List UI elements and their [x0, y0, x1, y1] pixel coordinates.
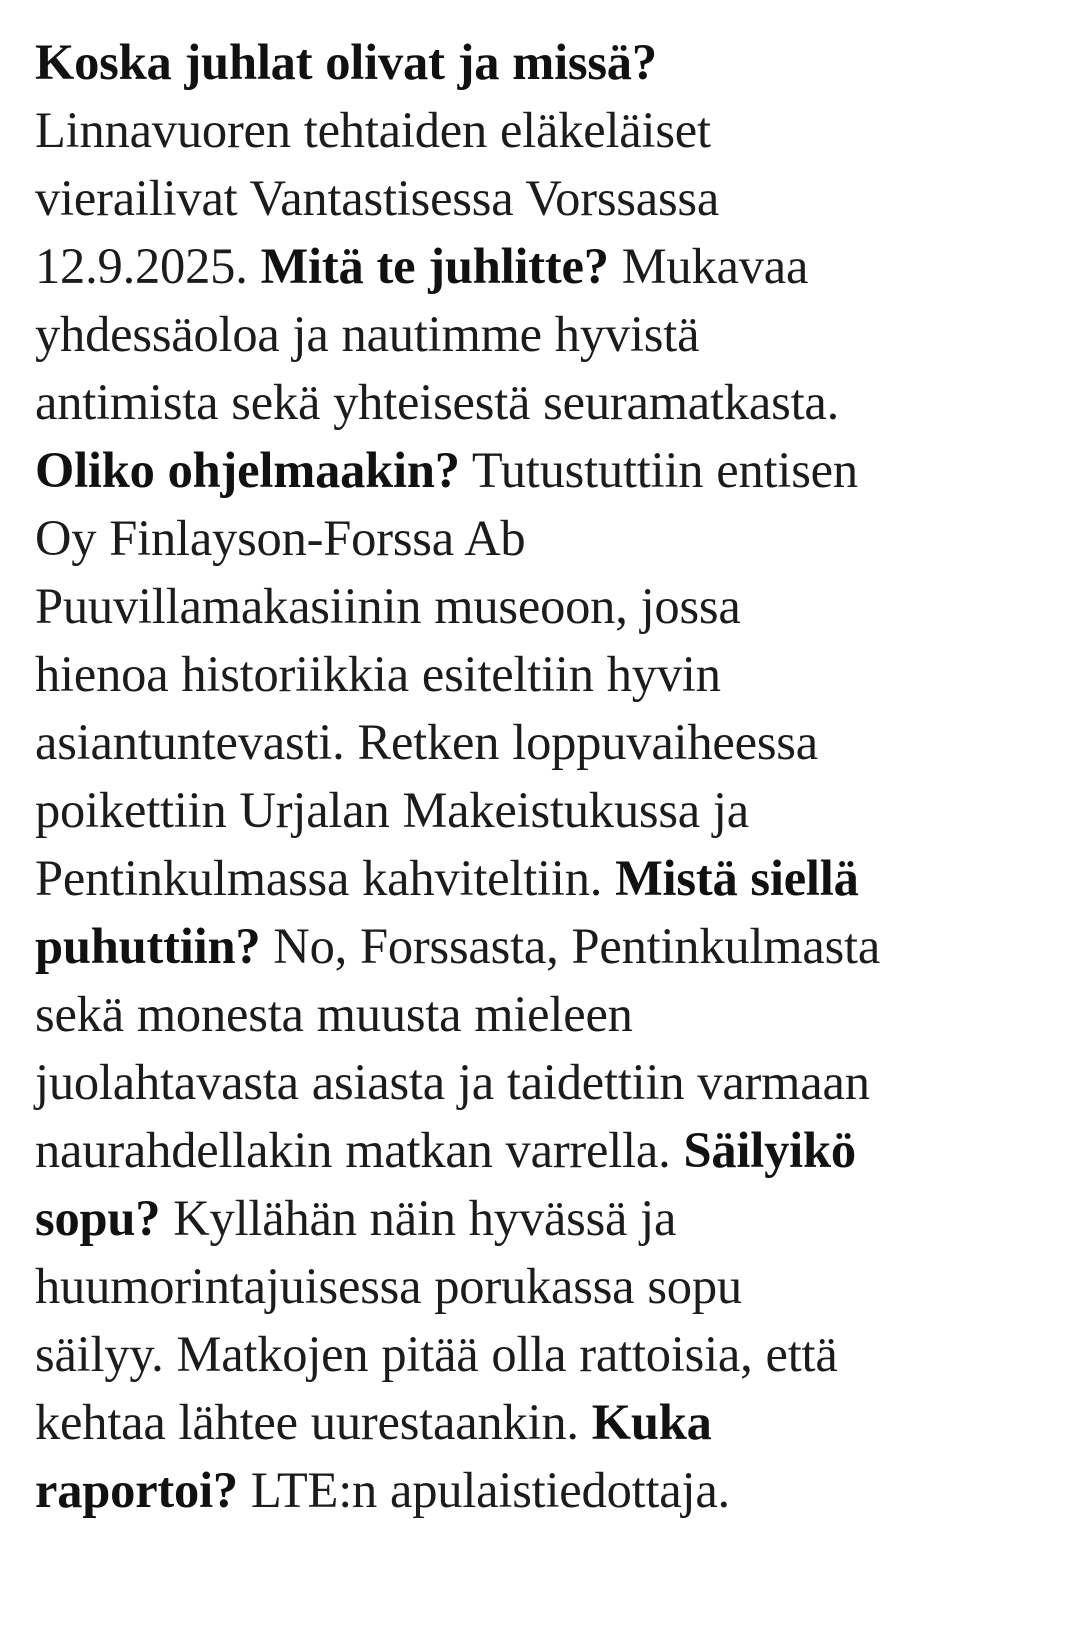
answer-text: 12.9.2025. — [35, 238, 261, 294]
text-line — [35, 1320, 1045, 1388]
text-line — [35, 1184, 1045, 1252]
question: Mitä te juhlitte? — [260, 238, 609, 294]
answer-text: Puuvillamakasiinin museoon, jossa — [35, 578, 741, 634]
text-line — [35, 912, 1045, 980]
text-line — [35, 640, 1045, 708]
text-line — [35, 1252, 1045, 1320]
answer-text: Mukavaa — [608, 238, 809, 294]
text-line — [35, 572, 1045, 640]
answer-text: Tutustuttiin entisen — [459, 442, 858, 498]
answer-text: Kyllähän näin hyvässä ja — [160, 1190, 677, 1246]
answer-text: Oy Finlayson-Forssa Ab — [35, 510, 526, 566]
answer-text: kehtaa lähtee uurestaankin. — [35, 1394, 592, 1450]
answer-text: asiantuntevasti. Retken loppuvaiheessa — [35, 714, 818, 770]
answer-text: huumorintajuisessa porukassa sopu — [35, 1258, 742, 1314]
text-line — [35, 504, 1045, 572]
text-line — [35, 436, 1045, 504]
answer-text: juolahtavasta asiasta ja taidettiin varmaan — [35, 1054, 870, 1110]
question: Oliko ohjelmaakin? — [35, 442, 460, 498]
answer-text: hienoa historiikkia esiteltiin hyvin — [35, 646, 721, 702]
answer-text: naurahdellakin matkan varrella. — [35, 1122, 684, 1178]
text-line — [35, 28, 1045, 96]
question: sopu? — [35, 1190, 161, 1246]
text-line — [35, 980, 1045, 1048]
question: Säilyikö — [683, 1122, 856, 1178]
text-line — [35, 1456, 1045, 1524]
text-line — [35, 164, 1045, 232]
text-line — [35, 844, 1045, 912]
question: raportoi? — [35, 1462, 238, 1518]
answer-text: Linnavuoren tehtaiden eläkeläiset — [35, 102, 711, 158]
question: Kuka — [591, 1394, 712, 1450]
answer-text: säilyy. Matkojen pitää olla rattoisia, että — [35, 1326, 838, 1382]
text-line — [35, 1388, 1045, 1456]
answer-text: vierailivat Vantastisessa Vorssassa — [35, 170, 720, 226]
text-line — [35, 96, 1045, 164]
article-body — [35, 28, 1045, 1524]
text-line — [35, 708, 1045, 776]
question: Koska juhlat olivat ja missä? — [35, 34, 657, 90]
answer-text: antimista sekä yhteisestä seuramatkasta. — [35, 374, 840, 430]
text-line — [35, 776, 1045, 844]
text-line — [35, 368, 1045, 436]
question: puhuttiin? — [35, 918, 261, 974]
answer-text: sekä monesta muusta mieleen — [35, 986, 633, 1042]
answer-text: poikettiin Urjalan Makeistukussa ja — [35, 782, 749, 838]
text-line — [35, 232, 1045, 300]
text-line — [35, 1048, 1045, 1116]
answer-text: No, Forssasta, Pentinkulmasta — [260, 918, 881, 974]
text-line — [35, 300, 1045, 368]
answer-text: Pentinkulmassa kahviteltiin. — [35, 850, 616, 906]
question: Mistä siellä — [615, 850, 859, 906]
answer-text: yhdessäoloa ja nautimme hyvistä — [35, 306, 700, 362]
text-line — [35, 1116, 1045, 1184]
answer-text: LTE:n apulaistiedottaja. — [237, 1462, 730, 1518]
